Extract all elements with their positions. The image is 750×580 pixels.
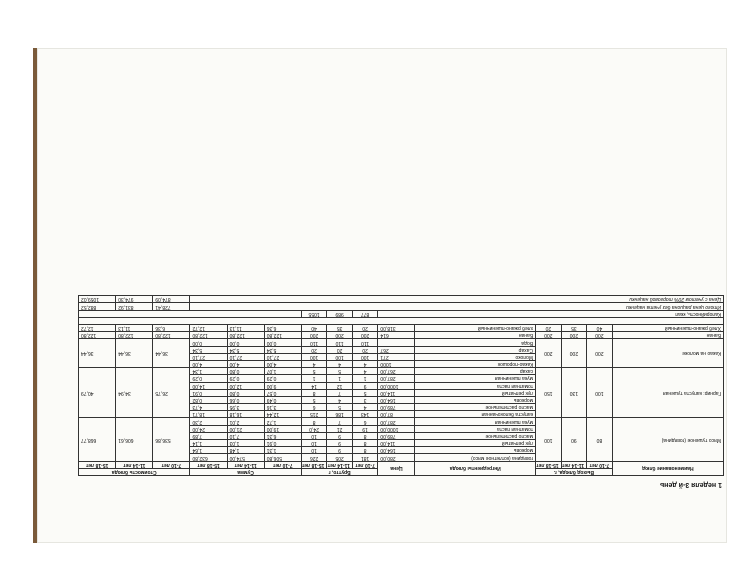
ingredient-gross: 1 — [327, 375, 353, 382]
ingredient-name: Банан — [415, 332, 536, 339]
age-group-header: 15-18 лет — [79, 461, 116, 468]
age-group-header: 11-14 лет — [327, 461, 353, 468]
ingredient-price: 271 — [378, 353, 415, 360]
ingredient-gross: 8 — [352, 432, 378, 439]
ingredient-gross: 5 — [352, 389, 378, 396]
ingredient-sum: 24,00 — [190, 425, 227, 432]
ingredient-sum: 6,31 — [264, 432, 301, 439]
header-sum: Сумма — [190, 468, 301, 475]
ingredient-gross: 40 — [301, 325, 327, 332]
ingredient-gross: 5 — [327, 404, 353, 411]
ingredient-gross: 7 — [327, 418, 353, 425]
ingredient-name: мука пшеничная — [415, 418, 536, 425]
ingredient-sum: 0,57 — [264, 389, 301, 396]
age-group-header: 15-18 лет — [536, 461, 562, 468]
ingredient-sum: 4,00 — [227, 361, 264, 368]
total-value: 728,41 — [153, 303, 190, 310]
age-group-header: 11-14 лет — [561, 461, 587, 468]
age-group-header: 7-10 лет — [352, 461, 378, 468]
ingredient-price: 318,00 — [378, 325, 415, 332]
ingredient-gross: 3 — [352, 396, 378, 403]
ingredient-price: 114,00 — [378, 389, 415, 396]
ingredient-sum: 1,14 — [190, 440, 227, 447]
ingredient-sum: 5,34 — [190, 346, 227, 353]
ingredient-sum: 2,01 — [227, 418, 264, 425]
menu-cost-table — [78, 295, 724, 476]
ingredient-gross: 100 — [301, 353, 327, 360]
ingredient-gross: 110 — [301, 339, 327, 346]
ingredient-sum: 0,29 — [227, 375, 264, 382]
ingredient-gross: 35 — [327, 325, 353, 332]
ingredient-gross: 205 — [327, 454, 353, 461]
dish-name: Мясо тушеное (говядина) — [612, 418, 723, 461]
total-value: 974,30 — [116, 296, 153, 303]
dish-name: Гарнир: капуста тушеная — [612, 368, 723, 418]
total-value: 1059,02 — [79, 296, 116, 303]
dish-name: Банан — [612, 332, 723, 339]
ingredient-price: 287,00 — [378, 375, 415, 382]
ingredient-gross: 4 — [352, 361, 378, 368]
ingredient-sum: 16,18 — [227, 411, 264, 418]
header-output: Выход блюда, г. — [536, 468, 613, 475]
ingredient-name: масло растительное — [415, 432, 536, 439]
ingredient-name: Молоко — [415, 353, 536, 360]
ingredient-sum: 506,80 — [264, 454, 301, 461]
ingredient-sum: 0,80 — [227, 368, 264, 375]
table-row — [79, 361, 724, 368]
ingredient-gross: 9 — [327, 432, 353, 439]
ingredient-price: 1000,00 — [378, 425, 415, 432]
ingredient-sum: 0,29 — [190, 375, 227, 382]
ingredient-gross: 7 — [327, 389, 353, 396]
ingredient-sum: 12,44 — [264, 411, 301, 418]
ingredient-gross: 21 — [327, 425, 353, 432]
ingredient-name: капуста белокочанная — [415, 411, 536, 418]
ingredient-sum: 3,95 — [227, 404, 264, 411]
table-row — [79, 454, 724, 461]
ingredient-price: 789,00 — [378, 432, 415, 439]
dish-output: 90 — [561, 418, 587, 461]
ingredient-price: 114,00 — [378, 440, 415, 447]
header-ingredients: Ингредиенты блюда — [415, 461, 536, 475]
ingredient-gross: 14 — [301, 382, 327, 389]
age-group-header: 15-18 лет — [301, 461, 327, 468]
ingredient-name: хлеб ржано-пшеничный — [415, 325, 536, 332]
dish-output: 200 — [561, 332, 587, 339]
total-value: 874,09 — [153, 296, 190, 303]
ingredient-gross: 4 — [327, 361, 353, 368]
age-group-header: 7-10 лет — [264, 461, 301, 468]
ingredient-gross: 9 — [352, 382, 378, 389]
ingredient-name: говядина (котлетное мясо) — [415, 454, 536, 461]
ingredient-gross: 4 — [301, 361, 327, 368]
ingredient-sum: 21,00 — [227, 425, 264, 432]
dish-cost: 6,36 — [153, 325, 190, 332]
ingredient-gross: 6 — [352, 418, 378, 425]
ingredient-gross: 24,0 — [301, 425, 327, 432]
ingredient-sum: 5,34 — [264, 346, 301, 353]
ingredient-gross: 10 — [301, 432, 327, 439]
ingredient-sum: 0,00 — [190, 339, 227, 346]
ingredient-name: морковь — [415, 447, 536, 454]
ingredient-name: лук репчатый — [415, 389, 536, 396]
ingredient-sum: 27,10 — [264, 353, 301, 360]
ingredient-sum: 7,89 — [190, 432, 227, 439]
dish-cost: 606,61 — [116, 418, 153, 461]
dish-cost: 668,77 — [79, 418, 116, 461]
empty-cell — [79, 310, 302, 317]
ingredient-gross: 1 — [352, 375, 378, 382]
ingredient-sum: 632,80 — [190, 454, 227, 461]
ingredient-sum: 12,00 — [227, 382, 264, 389]
ingredient-sum: 0,66 — [227, 396, 264, 403]
ingredient-sum: 19,00 — [264, 425, 301, 432]
ingredient-sum: 18,71 — [190, 411, 227, 418]
ingredient-sum: 122,80 — [190, 332, 227, 339]
ingredient-gross: 4 — [327, 396, 353, 403]
ingredient-gross: 200 — [352, 332, 378, 339]
ingredient-gross: 8 — [352, 440, 378, 447]
dish-cost: 26,75 — [153, 368, 190, 418]
ingredient-sum: 0,00 — [227, 339, 264, 346]
ingredient-name: сахар — [415, 368, 536, 375]
ingredient-gross: 8 — [301, 418, 327, 425]
calories-value: 989 — [327, 310, 353, 317]
dish-cost: 122,80 — [79, 332, 116, 339]
ingredient-name: томатная паста — [415, 382, 536, 389]
ingredient-gross: 186 — [327, 411, 353, 418]
ingredient-gross: 5 — [301, 368, 327, 375]
document-title: 1 неделя 3-й день — [659, 481, 722, 488]
ingredient-gross: 9 — [327, 440, 353, 447]
age-group-header: 11-14 лет — [116, 461, 153, 468]
table-row — [79, 411, 724, 418]
total-row — [79, 296, 724, 303]
ingredient-gross: 20 — [352, 325, 378, 332]
ingredient-sum: 6,36 — [264, 325, 301, 332]
ingredient-sum: 1,48 — [227, 447, 264, 454]
ingredient-gross: 10 — [301, 447, 327, 454]
ingredient-price: 1000 — [378, 361, 415, 368]
ingredient-gross: 4 — [352, 404, 378, 411]
ingredient-price — [378, 339, 415, 346]
ingredient-gross: 20 — [301, 346, 327, 353]
ingredient-gross: 8 — [352, 447, 378, 454]
ingredient-sum: 4,00 — [264, 361, 301, 368]
ingredient-sum: 0,91 — [264, 440, 301, 447]
ingredient-sum: 1,34 — [190, 368, 227, 375]
dish-name: Хлеб ржано-пшеничный — [612, 325, 723, 332]
ingredient-sum: 122,80 — [227, 332, 264, 339]
ingredient-gross: 20 — [352, 346, 378, 353]
ingredient-sum: 122,80 — [264, 332, 301, 339]
ingredient-price: 280,00 — [378, 454, 415, 461]
ingredient-sum: 0,00 — [264, 339, 301, 346]
ingredient-gross: 110 — [327, 339, 353, 346]
ingredient-gross: 5 — [301, 396, 327, 403]
ingredient-name: лук репчатый — [415, 440, 536, 447]
ingredient-price: 267 — [378, 346, 415, 353]
dish-output: 200 — [561, 339, 587, 368]
spacer-cell — [79, 317, 724, 324]
ingredient-price: 164,00 — [378, 396, 415, 403]
ingredient-name: Какао-порошок — [415, 361, 536, 368]
dish-output: 130 — [561, 368, 587, 418]
ingredient-sum: 1,64 — [190, 447, 227, 454]
calories-value: 877 — [352, 310, 378, 317]
ingredient-price: 87,00 — [378, 411, 415, 418]
ingredient-sum: 1,31 — [264, 447, 301, 454]
dish-cost: 12,72 — [79, 325, 116, 332]
ingredient-sum: 11,13 — [227, 325, 264, 332]
total-label: Цена с учетом 20% торговой наценки — [190, 296, 724, 303]
ingredient-gross: 215 — [301, 411, 327, 418]
header-row — [79, 468, 724, 475]
spacer-row — [79, 317, 724, 324]
header-gross: Брутто, г — [301, 468, 378, 475]
dish-output: 80 — [587, 418, 613, 461]
ingredient-sum: 574,00 — [227, 454, 264, 461]
dish-output: 200 — [536, 332, 562, 339]
dish-output: 35 — [561, 325, 587, 332]
ingredient-gross: 1 — [301, 375, 327, 382]
dish-name: Какао на молоке — [612, 339, 723, 368]
dish-cost: 34,94 — [116, 368, 153, 418]
dish-cost: 122,80 — [116, 332, 153, 339]
ingredient-gross: 200 — [301, 332, 327, 339]
total-label: Итого цена рациона без учета наценки — [190, 303, 724, 310]
ingredient-gross: 200 — [327, 332, 353, 339]
ingredient-sum: 1,03 — [227, 440, 264, 447]
ingredient-sum: 0,82 — [190, 396, 227, 403]
ingredient-sum: 14,00 — [190, 382, 227, 389]
ingredient-sum: 27,10 — [190, 353, 227, 360]
dish-output: 100 — [536, 418, 562, 461]
ingredient-name: мука пшеничная — [415, 375, 536, 382]
dish-cost: 40,79 — [79, 368, 116, 418]
ingredient-name: томатная паста — [415, 425, 536, 432]
dish-output: 100 — [587, 368, 613, 418]
ingredient-sum: 12,72 — [190, 325, 227, 332]
calories-label: Калорийность, ккал — [378, 310, 724, 317]
ingredient-sum: 5,34 — [227, 346, 264, 353]
ingredient-gross: 12 — [327, 382, 353, 389]
ingredient-price: 287,00 — [378, 418, 415, 425]
dish-cost: 36,44 — [153, 339, 190, 368]
ingredient-price: 1000,00 — [378, 382, 415, 389]
total-value: 882,52 — [79, 303, 116, 310]
ingredient-sum: 27,10 — [227, 353, 264, 360]
dish-cost: 36,44 — [79, 339, 116, 368]
ingredient-gross: 100 — [327, 353, 353, 360]
dish-output: 200 — [536, 339, 562, 368]
ingredient-name: Вода — [415, 339, 536, 346]
age-group-header: 15-18 лет — [190, 461, 227, 468]
ingredient-gross: 19 — [352, 425, 378, 432]
ingredient-name: масло растительное — [415, 404, 536, 411]
ingredient-gross: 181 — [352, 454, 378, 461]
ingredient-gross: 110 — [352, 339, 378, 346]
ingredient-price: 789,00 — [378, 404, 415, 411]
table-row — [79, 325, 724, 332]
ingredient-gross: 226 — [301, 454, 327, 461]
ingredient-gross: 8 — [301, 389, 327, 396]
ingredient-gross: 100 — [352, 353, 378, 360]
ingredient-sum: 0,91 — [190, 389, 227, 396]
ingredient-sum: 9,00 — [264, 382, 301, 389]
ingredient-sum: 3,16 — [264, 404, 301, 411]
header-cost: Стоимость блюда — [79, 468, 190, 475]
dish-output: 200 — [587, 332, 613, 339]
header-dish-name: Наименование блюд — [612, 461, 723, 475]
ingredient-gross: 5 — [327, 368, 353, 375]
age-group-header: 11-14 лет — [227, 461, 264, 468]
dish-output: 150 — [536, 368, 562, 418]
ingredient-name: Сахар — [415, 346, 536, 353]
calories-row — [79, 310, 724, 317]
age-group-header: 7-10 лет — [587, 461, 613, 468]
ingredient-sum: 7,10 — [227, 432, 264, 439]
ingredient-gross: 10 — [301, 440, 327, 447]
ingredient-sum: 1,07 — [264, 368, 301, 375]
ingredient-sum: 2,30 — [190, 418, 227, 425]
ingredient-sum: 0,80 — [227, 389, 264, 396]
ingredient-sum: 0,49 — [264, 396, 301, 403]
calories-value: 1055 — [301, 310, 327, 317]
ingredient-name: морковь — [415, 396, 536, 403]
ingredient-gross: 143 — [352, 411, 378, 418]
ingredient-gross: 20 — [327, 346, 353, 353]
dish-cost: 36,44 — [116, 339, 153, 368]
dish-cost: 536,86 — [153, 418, 190, 461]
ingredient-price: 267,00 — [378, 368, 415, 375]
dish-output: 20 — [536, 325, 562, 332]
age-group-header: 7-10 лет — [153, 461, 190, 468]
ingredient-sum: 1,72 — [264, 418, 301, 425]
total-row — [79, 303, 724, 310]
ingredient-gross: 6 — [301, 404, 327, 411]
dish-output: 40 — [587, 325, 613, 332]
ingredient-gross: 4 — [352, 368, 378, 375]
ingredient-sum: 4,73 — [190, 404, 227, 411]
header-price: Цена — [378, 461, 415, 475]
total-value: 831,92 — [116, 303, 153, 310]
ingredient-sum: 4,00 — [190, 361, 227, 368]
ingredient-price: 614 — [378, 332, 415, 339]
dish-cost: 11,13 — [116, 325, 153, 332]
ingredient-sum: 0,29 — [264, 375, 301, 382]
table-row — [79, 332, 724, 339]
ingredient-gross: 9 — [327, 447, 353, 454]
dish-output: 200 — [587, 339, 613, 368]
dish-cost: 122,80 — [153, 332, 190, 339]
ingredient-price: 164,00 — [378, 447, 415, 454]
